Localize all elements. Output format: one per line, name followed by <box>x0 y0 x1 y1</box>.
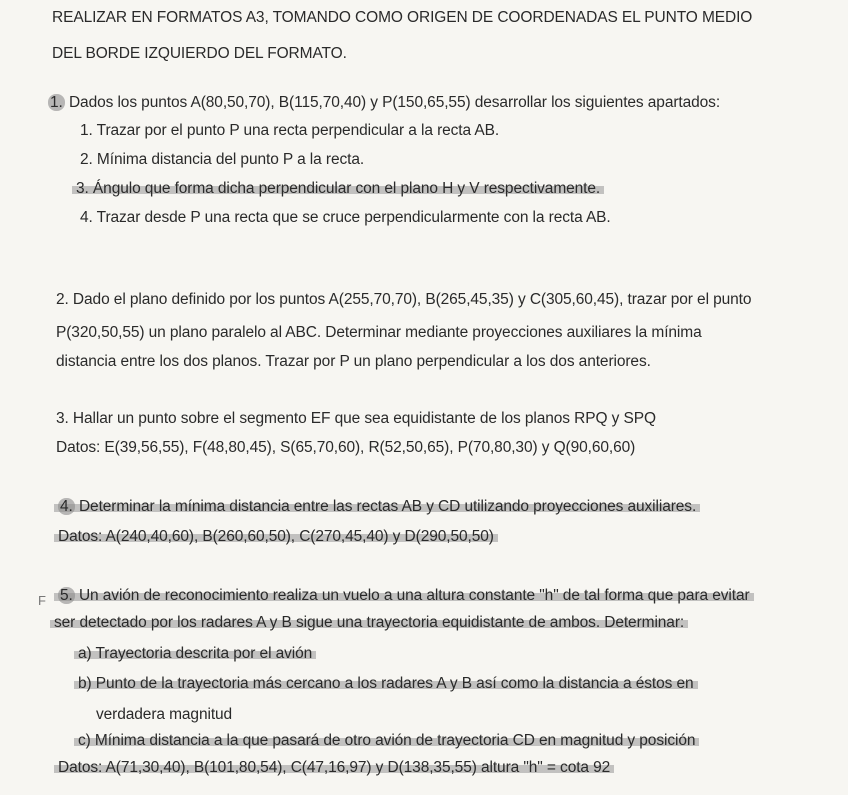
exercise-4-data: Datos: A(240,40,60), B(260,60,50), C(270,45,40) y D(290,50,50) <box>54 527 498 547</box>
exercise-5-data: Datos: A(71,30,40), B(101,80,54), C(47,16,97) y D(138,35,55) altura "h" = cota 92 <box>54 758 614 778</box>
exercise-3-line-1: 3. Hallar un punto sobre el segmento EF que sea equidistante de los planos RPQ y SPQ <box>56 410 656 427</box>
margin-mark: F <box>38 593 46 608</box>
exercise-1-item-2: 2. Mínima distancia del punto P a la recta. <box>80 151 365 168</box>
exercise-5-statement-2: ser detectado por los radares A y B sigue una trayectoria equidistante de ambos. Determinar: <box>50 613 688 633</box>
exercise-3-data: Datos: E(39,56,55), F(48,80,45), S(65,70,60), R(52,50,65), P(70,80,30) y Q(90,60,60) <box>56 439 636 456</box>
exercise-2-line-3: distancia entre los dos planos. Trazar por P un plano perpendicular a los dos anteriores. <box>56 353 651 370</box>
exercise-2-line-1: 2. Dado el plano definido por los puntos A(255,70,70), B(265,45,35) y C(305,60,45), trazar por el punto <box>56 291 752 308</box>
exercise-5-item-a: a) Trayectoria descrita por el avión <box>74 644 316 664</box>
exercise-4-number: 4. <box>60 498 73 515</box>
exercise-1-statement <box>48 93 720 113</box>
exercise-1-text: Dados los puntos A(80,50,70), B(115,70,40) y P(150,65,55) desarrollar los siguientes apartados: <box>68 94 721 111</box>
exercise-2-line-2: P(320,50,55) un plano paralelo al ABC. Determinar mediante proyecciones auxiliares la mínima <box>56 324 702 341</box>
exercise-5-number: 5. <box>60 587 73 604</box>
exercise-4-text: Determinar la mínima distancia entre las rectas AB y CD utilizando proyecciones auxiliares. <box>78 498 697 515</box>
exercise-5-statement <box>54 586 754 606</box>
exercise-5-text: Un avión de reconocimiento realiza un vuelo a una altura constante "h" de tal forma que para evitar <box>78 587 750 604</box>
exercise-5-item-b-cont: verdadera magnitud <box>96 706 233 723</box>
exercise-1-item-3: 3. Ángulo que forma dicha perpendicular con el plano H y V respectivamente. <box>72 179 604 199</box>
exercise-5-item-b: b) Punto de la trayectoria más cercano a los radares A y B así como la distancia a éstos en <box>74 674 698 694</box>
header-line-1: REALIZAR EN FORMATOS A3, TOMANDO COMO ORIGEN DE COORDENADAS EL PUNTO MEDIO <box>52 9 753 26</box>
exercise-4-statement <box>54 497 700 517</box>
exercise-1-item-1: 1. Trazar por el punto P una recta perpendicular a la recta AB. <box>80 122 500 139</box>
header-line-2: DEL BORDE IZQUIERDO DEL FORMATO. <box>52 45 347 62</box>
exercise-1-item-4: 4. Trazar desde P una recta que se cruce perpendicularmente con la recta AB. <box>80 209 611 226</box>
exercise-1-number: 1. <box>50 94 63 111</box>
exercise-5-item-c: c) Mínima distancia a la que pasará de otro avión de trayectoria CD en magnitud y posición <box>74 731 699 751</box>
